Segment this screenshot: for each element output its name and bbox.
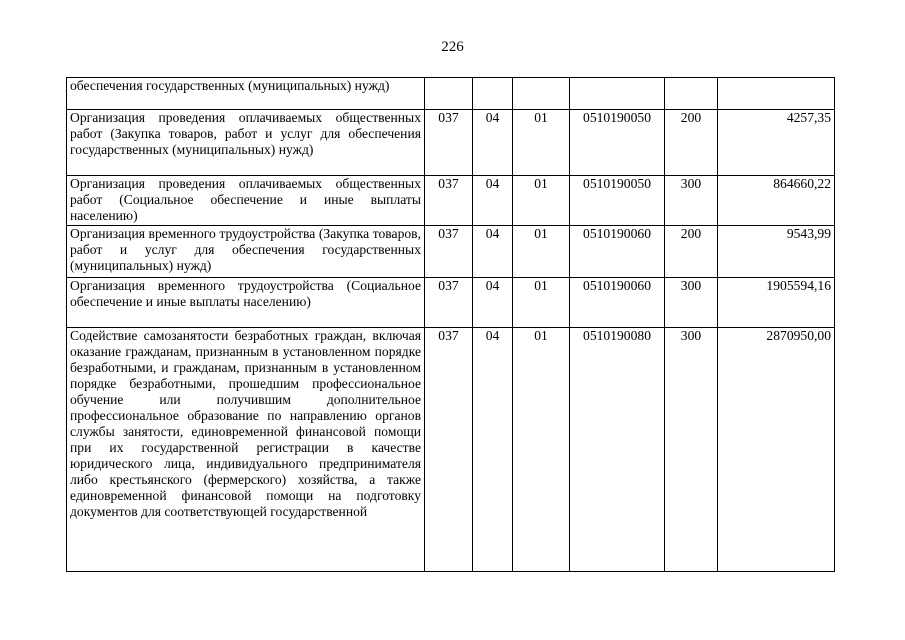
table-row: [67, 110, 835, 176]
page-number: 226: [441, 39, 464, 55]
code-cell-5: 300: [665, 278, 718, 328]
code-cell-5: 300: [665, 176, 718, 226]
code-cell-4: [570, 78, 665, 110]
code-cell-1: 037: [425, 278, 473, 328]
code-cell-3: [513, 78, 570, 110]
code-cell-2: 04: [473, 110, 513, 176]
code-cell-1: 037: [425, 110, 473, 176]
row-name-cell: Организация проведения оплачиваемых общественных работ (Социальное обеспечение и иные выплаты населению): [67, 176, 425, 226]
code-cell-1: 037: [425, 328, 473, 572]
code-cell-3: 01: [513, 176, 570, 226]
row-name-cell: Организация проведения оплачиваемых общественных работ (Закупка товаров, работ и услуг для обеспечения государственных (муниципальных) нужд): [67, 110, 425, 176]
table-row: [67, 78, 835, 110]
amount-cell: 4257,35: [718, 110, 835, 176]
amount-cell: 2870950,00: [718, 328, 835, 572]
code-cell-2: [473, 78, 513, 110]
code-cell-1: 037: [425, 176, 473, 226]
amount-cell: [718, 78, 835, 110]
code-cell-2: 04: [473, 176, 513, 226]
code-cell-1: [425, 78, 473, 110]
budget-table: [66, 77, 835, 572]
code-cell-3: 01: [513, 110, 570, 176]
code-cell-5: 300: [665, 328, 718, 572]
code-cell-3: 01: [513, 226, 570, 278]
code-cell-5: 200: [665, 110, 718, 176]
code-cell-4: 0510190060: [570, 226, 665, 278]
row-name-cell: Содействие самозанятости безработных граждан, включая оказание гражданам, признанным в установленном порядке безработными, и гражданам, признанным в установленном порядке безработными, прошедшим профессиональное обучение или получившим дополнительное профессиональное образование по направлению органов службы занятости, единовременной финансовой помощи при их государственной регистрации в качестве юридического лица, индивидуального предпринимателя либо крестьянского (фермерского) хозяйства, а также единовременной финансовой помощи на подготовку документов для соответствующей государственной: [67, 328, 425, 572]
table-row: [67, 278, 835, 328]
code-cell-3: 01: [513, 278, 570, 328]
row-name-cell: обеспечения государственных (муниципальных) нужд): [67, 78, 425, 110]
code-cell-5: 200: [665, 226, 718, 278]
code-cell-2: 04: [473, 226, 513, 278]
code-cell-4: 0510190050: [570, 176, 665, 226]
amount-cell: 9543,99: [718, 226, 835, 278]
code-cell-4: 0510190060: [570, 278, 665, 328]
code-cell-4: 0510190050: [570, 110, 665, 176]
code-cell-4: 0510190080: [570, 328, 665, 572]
row-name-cell: Организация временного трудоустройства (Закупка товаров, работ и услуг для обеспечения государственных (муниципальных) нужд): [67, 226, 425, 278]
code-cell-2: 04: [473, 278, 513, 328]
code-cell-1: 037: [425, 226, 473, 278]
table-row: [67, 226, 835, 278]
code-cell-5: [665, 78, 718, 110]
row-name-cell: Организация временного трудоустройства (Социальное обеспечение и иные выплаты населению): [67, 278, 425, 328]
table-row: [67, 176, 835, 226]
amount-cell: 864660,22: [718, 176, 835, 226]
amount-cell: 1905594,16: [718, 278, 835, 328]
table-row: [67, 328, 835, 572]
code-cell-2: 04: [473, 328, 513, 572]
code-cell-3: 01: [513, 328, 570, 572]
